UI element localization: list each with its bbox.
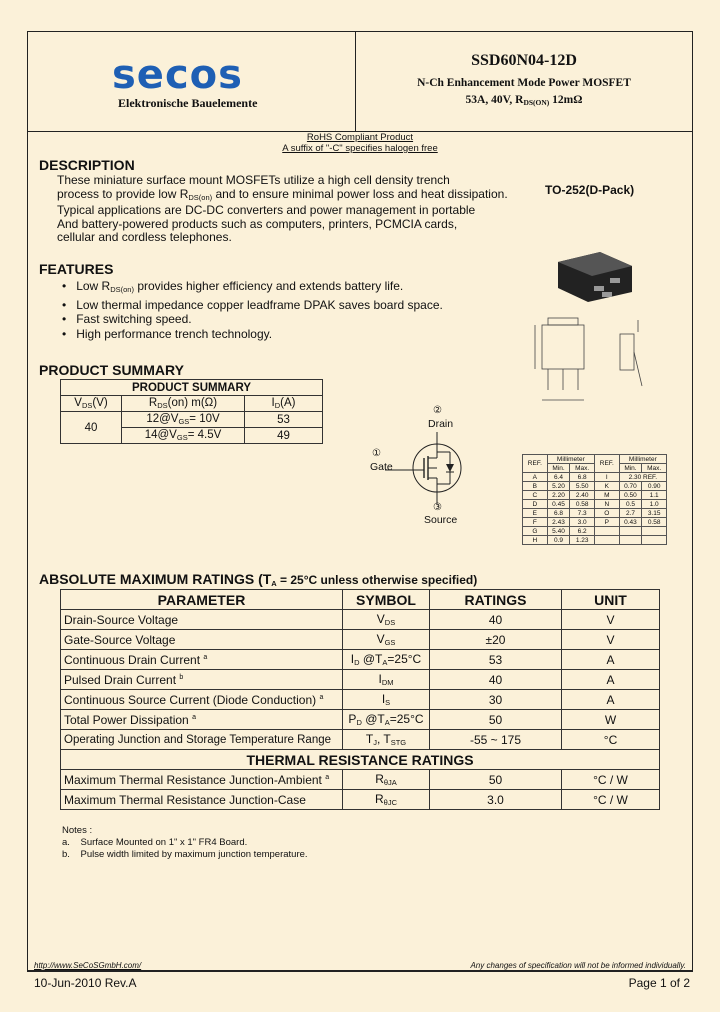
table-row: A 6.4 6.8 I 2.30 REF.: [523, 473, 667, 482]
ratings-table: [60, 589, 660, 810]
dim-min-header: Min.: [547, 464, 570, 473]
ratings-heading: ABSOLUTE MAXIMUM RATINGS ($T_A = 25^\circ C$ unless otherwise specified): [39, 571, 478, 588]
ps-col-id: $I_D(A)$: [245, 396, 323, 412]
table-row: Pulsed Drain Current $^b$ $I_{DM}$ 40 A: [61, 670, 660, 690]
package-outline: [535, 318, 642, 400]
ps-col-vds: $V_{DS}(V)$: [61, 396, 122, 412]
package-label: TO-252(D-Pack): [545, 183, 635, 197]
table-row: D 0.45 0.58 N 0.5 1.0: [523, 500, 667, 509]
dim-max-header: Max.: [642, 464, 667, 473]
table-row: Operating Junction and Storage Temperature Range $T_J$, $T_{STG}$ -55 ~ 175 °C: [61, 730, 660, 750]
mosfet-symbol: [380, 430, 480, 510]
ratings-col-param: PARAMETER: [61, 590, 343, 610]
footer-rule: [27, 970, 693, 971]
table-row: Total Power Dissipation $^a$ $P_D$ $@T_A=25^\circ C$ 50 W: [61, 710, 660, 730]
product-summary-heading: PRODUCT SUMMARY: [39, 362, 184, 378]
ratings-col-symbol: SYMBOL: [343, 590, 430, 610]
table-row: B 5.20 5.50 K 0.70 0.90: [523, 482, 667, 491]
table-row: F 2.43 3.0 P 0.43 0.58: [523, 518, 667, 527]
ps-col-rds: $R_{DS}(on)$ m(Ω): [122, 396, 245, 412]
gate-label: Gate: [370, 461, 393, 473]
notes: Notes : a. Surface Mounted on 1" x 1" FR4 Board. b. Pulse width limited by maximum junction temperature.: [62, 825, 308, 860]
ps-row2-id: 49: [245, 428, 323, 444]
features-heading: FEATURES: [39, 261, 114, 277]
table-row: E 6.8 7.3 O 2.7 3.15: [523, 509, 667, 518]
table-row: H 0.9 1.23: [523, 536, 667, 545]
ratings-col-unit: UNIT: [562, 590, 660, 610]
footer-page: Page 1 of 2: [628, 976, 690, 990]
rohs-line1: RoHS Compliant Product: [306, 132, 414, 143]
logo-subtitle: Elektronische Bauelemente: [118, 96, 258, 110]
table-row: Gate-Source Voltage $V_{GS}$ ±20 V: [61, 630, 660, 650]
ps-vds-value: 40: [61, 412, 122, 444]
ps-table-title: PRODUCT SUMMARY: [61, 380, 323, 396]
drain-label: Drain: [428, 418, 454, 430]
table-row: Drain-Source Voltage $V_{DS}$ 40 V: [61, 610, 660, 630]
dimension-table: [522, 454, 667, 545]
ps-row1-rds: $12@V_{GS}= 10V$: [122, 412, 245, 428]
dim-min-header: Min.: [619, 464, 642, 473]
table-row: G 5.40 6.2: [523, 527, 667, 536]
feature-item: • Low $R_{DS(on)}$ provides higher efficiency and extends battery life.: [62, 279, 404, 294]
table-row: C 2.20 2.40 M 0.50 1.1: [523, 491, 667, 500]
part-number: SSD60N04-12D: [471, 52, 577, 69]
table-row: Continuous Source Current (Diode Conduction) $^a$ $I_S$ 30 A: [61, 690, 660, 710]
thermal-heading: THERMAL RESISTANCE RATINGS: [61, 750, 660, 770]
description-text: These miniature surface mount MOSFETs utilize a high cell density trench process to provide low $R_{DS(on)}$ and to ensure minimal power loss and heat dissipation. Typical applications are DC-DC converters and power management in portable And battery-powered products such as computers, printers, PCMCIA cards, cellular and cordless telephones.: [57, 173, 508, 245]
secos-logo: secos: [112, 52, 243, 98]
dim-ref-header: REF.: [523, 455, 548, 473]
package-drawing: [520, 240, 690, 420]
source-label: Source: [424, 514, 458, 526]
product-summary-table: [60, 379, 323, 444]
ratings-col-ratings: RATINGS: [430, 590, 562, 610]
package-3d: [558, 252, 632, 302]
drain-num: ②: [433, 405, 442, 416]
table-row: Maximum Thermal Resistance Junction-Case $R_{\theta JC}$ 3.0 °C / W: [61, 790, 660, 810]
part-spec: 53A, 40V, $R_{DS(ON)}$ 12mΩ: [465, 94, 583, 107]
footer-url[interactable]: http://www.SeCoSGmbH.com/: [34, 961, 142, 970]
part-description: N-Ch Enhancement Mode Power MOSFET: [417, 77, 631, 89]
table-row: Maximum Thermal Resistance Junction-Ambient $^a$ $R_{\theta JA}$ 50 °C / W: [61, 770, 660, 790]
feature-item: • Low thermal impedance copper leadframe DPAK saves board space.: [62, 297, 443, 312]
footer-date-rev: 10-Jun-2010 Rev.A: [34, 976, 137, 990]
dim-mm-header: Millimeter: [619, 455, 666, 464]
feature-item: • Fast switching speed.: [62, 312, 192, 326]
footer-disclaimer: Any changes of specification will not be informed individually.: [470, 961, 686, 970]
ps-row1-id: 53: [245, 412, 323, 428]
dim-max-header: Max.: [570, 464, 595, 473]
gate-num: ①: [372, 448, 381, 459]
source-num: ③: [433, 502, 442, 513]
features-list: [62, 279, 443, 341]
ps-row2-rds: $14@V_{GS}= 4.5V$: [122, 428, 245, 444]
feature-item: • High performance trench technology.: [62, 326, 273, 341]
dim-mm-header: Millimeter: [547, 455, 594, 464]
table-row: Continuous Drain Current $^a$ $I_D$ $@T_A=25^\circ C$ 53 A: [61, 650, 660, 670]
dim-ref-header: REF.: [594, 455, 619, 473]
description-heading: DESCRIPTION: [39, 157, 135, 173]
rohs-line2: A suffix of "-C" specifies halogen free: [282, 143, 438, 154]
